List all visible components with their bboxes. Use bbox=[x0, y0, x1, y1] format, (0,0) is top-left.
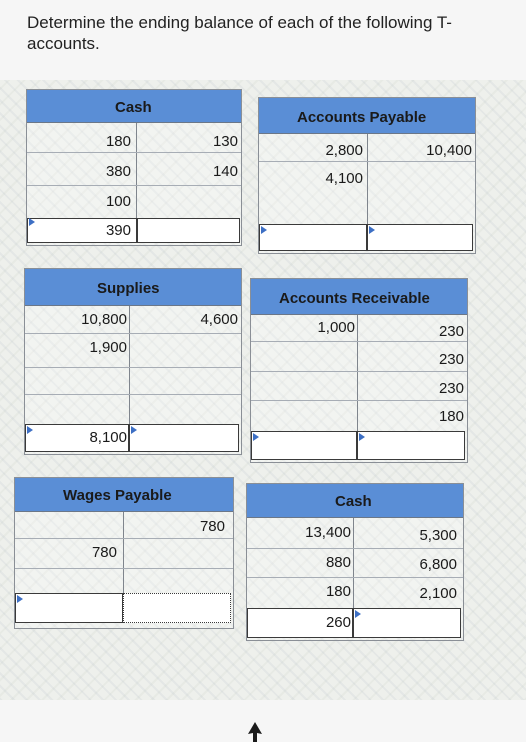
balance-input-credit[interactable] bbox=[353, 608, 461, 638]
credit-entry: 230 bbox=[438, 323, 464, 340]
debit-entry: 2,800 bbox=[325, 142, 363, 159]
debit-entry: 10,800 bbox=[81, 311, 127, 328]
debit-entry: 180 bbox=[105, 133, 131, 150]
balance-input-credit[interactable] bbox=[137, 218, 240, 243]
t-account-title: Cash bbox=[335, 493, 372, 510]
credit-entry: 180 bbox=[438, 408, 464, 425]
input-marker-icon bbox=[253, 433, 259, 441]
balance-value: 8,100 bbox=[89, 429, 127, 446]
balance-input-credit[interactable] bbox=[367, 224, 473, 251]
credit-entry: 230 bbox=[438, 351, 464, 368]
t-accounts-sheet bbox=[0, 80, 526, 700]
t-account-accounts-payable bbox=[258, 97, 476, 254]
debit-entry: 13,400 bbox=[305, 524, 351, 541]
debit-entry: 380 bbox=[105, 163, 131, 180]
input-marker-icon bbox=[17, 595, 23, 603]
debit-entry: 4,100 bbox=[325, 170, 363, 187]
credit-entry: 5,300 bbox=[419, 527, 457, 544]
balance-value: 260 bbox=[325, 614, 351, 631]
mouse-cursor-icon bbox=[248, 722, 262, 742]
credit-entry: 140 bbox=[212, 163, 238, 180]
input-marker-icon bbox=[369, 226, 375, 234]
input-marker-icon bbox=[355, 610, 361, 618]
balance-input-debit[interactable] bbox=[251, 431, 357, 460]
credit-entry: 10,400 bbox=[426, 142, 472, 159]
t-account-title: Supplies bbox=[97, 280, 160, 297]
credit-entry: 230 bbox=[438, 380, 464, 397]
question-prompt: Determine the ending balance of each of the following T-accounts. bbox=[27, 13, 452, 53]
debit-entry: 100 bbox=[105, 193, 131, 210]
t-account-cash-2 bbox=[246, 483, 464, 641]
t-account-supplies bbox=[24, 268, 242, 455]
balance-value: 390 bbox=[105, 222, 131, 239]
balance-input-debit[interactable] bbox=[15, 593, 123, 623]
credit-entry: 130 bbox=[212, 133, 238, 150]
t-account-title: Accounts Payable bbox=[297, 109, 427, 126]
t-account-title: Accounts Receivable bbox=[279, 290, 430, 307]
credit-entry: 2,100 bbox=[419, 585, 457, 602]
debit-entry: 180 bbox=[325, 583, 351, 600]
debit-entry: 780 bbox=[91, 544, 117, 561]
credit-entry: 4,600 bbox=[200, 311, 238, 328]
t-account-accounts-receivable bbox=[250, 278, 468, 463]
input-marker-icon bbox=[27, 426, 33, 434]
credit-entry: 6,800 bbox=[419, 556, 457, 573]
input-marker-icon bbox=[359, 433, 365, 441]
t-account-title: Wages Payable bbox=[63, 487, 172, 504]
balance-input-credit[interactable] bbox=[129, 424, 239, 452]
balance-input-credit[interactable] bbox=[357, 431, 465, 460]
credit-entry: 780 bbox=[199, 518, 225, 535]
debit-entry: 1,900 bbox=[89, 339, 127, 356]
balance-input-credit[interactable] bbox=[123, 593, 231, 623]
input-marker-icon bbox=[131, 426, 137, 434]
balance-input-debit[interactable] bbox=[259, 224, 367, 251]
debit-entry: 880 bbox=[325, 554, 351, 571]
t-account-wages-payable bbox=[14, 477, 234, 629]
t-account-title: Cash bbox=[115, 99, 152, 116]
debit-entry: 1,000 bbox=[317, 319, 355, 336]
t-account-cash-1 bbox=[26, 89, 242, 246]
input-marker-icon bbox=[29, 218, 35, 226]
input-marker-icon bbox=[261, 226, 267, 234]
